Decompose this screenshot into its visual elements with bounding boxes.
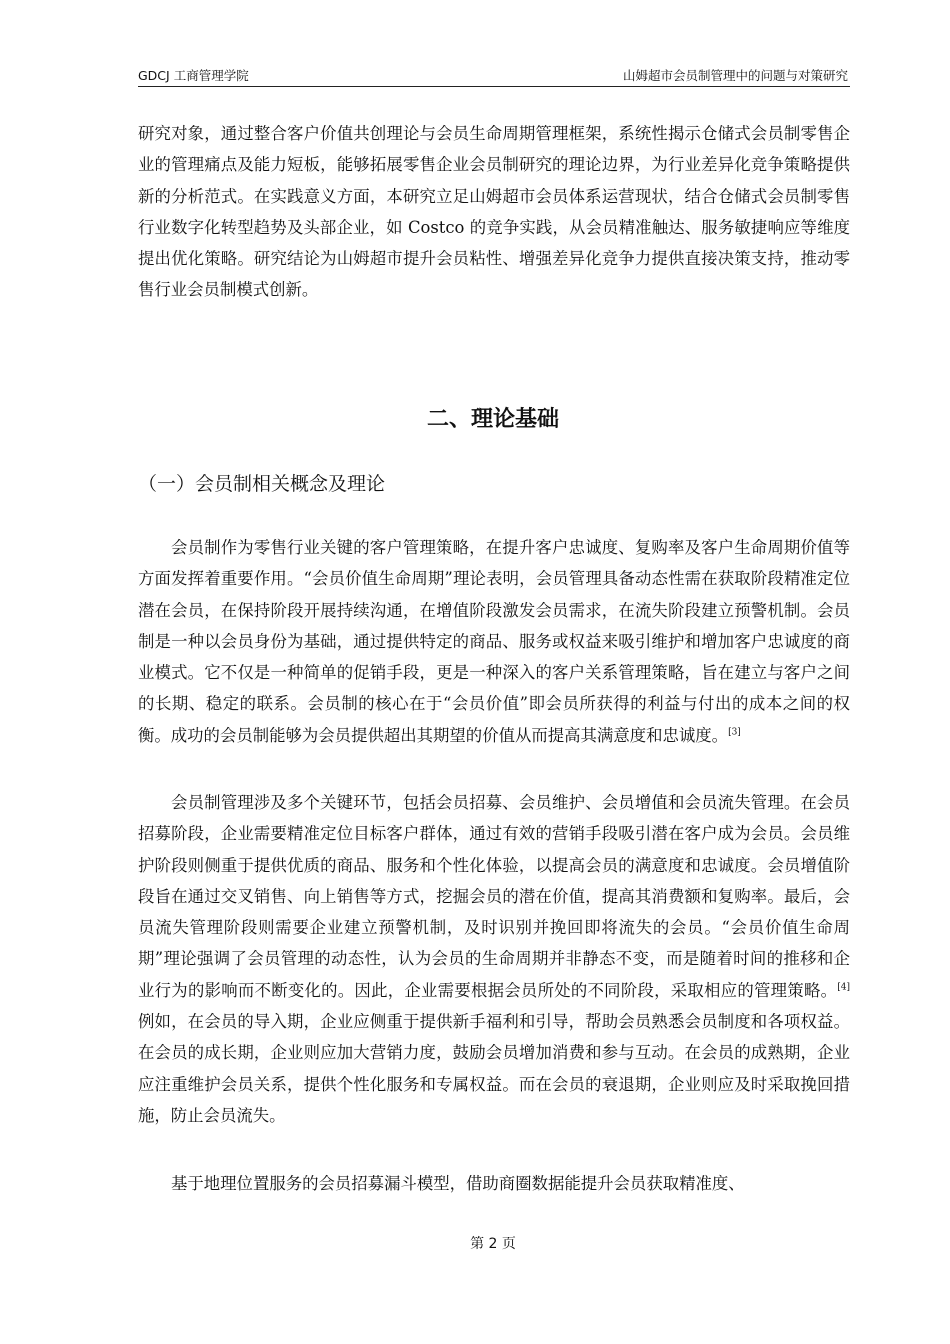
subsection-title: （一）会员制相关概念及理论 bbox=[138, 473, 386, 495]
paragraph-membership-management-text-a: 会员制管理涉及多个关键环节，包括会员招募、会员维护、会员增值和会员流失管理。在会员招募阶段，企业需要精准定位目标客户群体，通过有效的营销手段吸引潜在客户成为会员。会员维护阶段则侧重于提供优质的商品、服务和个性化体验，以提高会员的满意度和忠诚度。会员增值阶段旨在通过交叉销售、向上销售等方式，挖掘会员的潜在价值，提高其消费额和复购率。最后，会员流失管理阶段则需要企业建立预警机制，及时识别并挽回即将流失的会员。“会员价值生命周期”理论强调了会员管理的动态性，认为会员的生命周期并非静态不变，而是随着时间的推移和企业行为的影响而不断变化的。因此，企业需要根据会员所处的不同阶段，采取相应的管理策略。 bbox=[138, 793, 850, 1000]
citation-4: [4] bbox=[837, 982, 850, 993]
header-thesis-title: 山姆超市会员制管理中的问题与对策研究 bbox=[622, 68, 848, 83]
paragraph-membership-concept bbox=[138, 532, 850, 751]
header-school: GDCJ 工商管理学院 bbox=[138, 68, 249, 83]
paragraph-membership-management bbox=[138, 787, 850, 1131]
paragraph-membership-concept-text: 会员制作为零售行业关键的客户管理策略，在提升客户忠诚度、复购率及客户生命周期价值等方面发挥着重要作用。“会员价值生命周期”理论表明，会员管理具备动态性需在获取阶段精准定位潜在会员，在保持阶段开展持续沟通，在增值阶段激发会员需求，在流失阶段建立预警机制。会员制是一种以会员身份为基础，通过提供特定的商品、服务或权益来吸引维护和增加客户忠诚度的商业模式。它不仅是一种简单的促销手段，更是一种深入的客户关系管理策略，旨在建立与客户之间的长期、稳定的联系。会员制的核心在于“会员价值”即会员所获得的利益与付出的成本之间的权衡。成功的会员制能够为会员提供超出其期望的价值从而提高其满意度和忠诚度。 bbox=[138, 538, 850, 745]
page-header bbox=[138, 68, 850, 87]
paragraph-membership-management-text-b: 例如，在会员的导入期，企业应侧重于提供新手福利和引导，帮助会员熟悉会员制度和各项权益。在会员的成长期，企业则应加大营销力度，鼓励会员增加消费和参与互动。在会员的成熟期，企业应注重维护会员关系，提供个性化服务和专属权益。而在会员的衰退期，企业则应及时采取挽回措施，防止会员流失。 bbox=[138, 1012, 850, 1125]
citation-3: [3] bbox=[728, 727, 741, 738]
section-title: 二、理论基础 bbox=[426, 407, 559, 432]
page-number: 第 2 页 bbox=[470, 1236, 516, 1252]
paragraph-research-significance: 研究对象，通过整合客户价值共创理论与会员生命周期管理框架，系统性揭示仓储式会员制零售企业的管理痛点及能力短板，能够拓展零售企业会员制研究的理论边界，为行业差异化竞争策略提供新的分析范式。在实践意义方面，本研究立足山姆超市会员体系运营现状，结合仓储式会员制零售行业数字化转型趋势及头部企业，如 Costco 的竞争实践，从会员精准触达、服务敏捷响应等维度提出优化策略。研究结论为山姆超市提升会员粘性、增强差异化竞争力提供直接决策支持，推动零售行业会员制模式创新。 bbox=[138, 124, 850, 300]
paragraph-lbs-funnel: 基于地理位置服务的会员招募漏斗模型，借助商圈数据能提升会员获取精准度、 bbox=[171, 1174, 745, 1193]
